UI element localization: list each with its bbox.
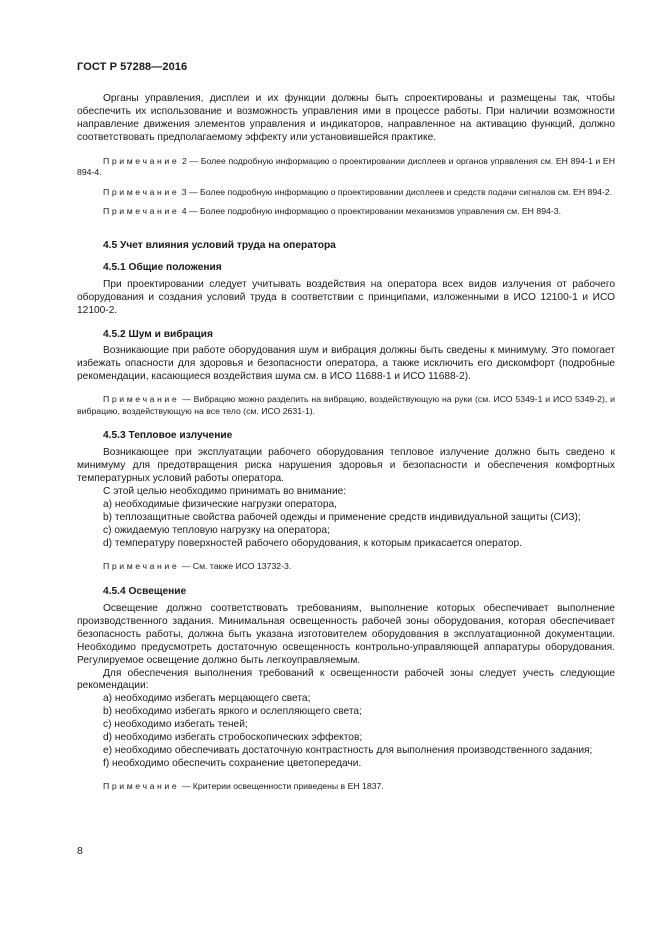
note-4-5-3 (77, 561, 615, 573)
paragraph-4-5-3-a: Возникающее при эксплуатации рабочего оборудования тепловое излучение должно быть сведено к минимуму для предотвращения риска нарушения здоровья и безопасности и обеспечения комфортных температурных условий работы оператора. (77, 447, 615, 485)
section-heading-4-5: 4.5 Учет влияния условий труда на оператора (103, 240, 336, 251)
note-2 (77, 156, 615, 179)
note-3 (77, 187, 615, 199)
note-4 (77, 206, 615, 218)
note-label: Примечание (103, 560, 180, 571)
list-item: d) необходимо избегать стробоскопических эффектов; (103, 732, 363, 744)
note-label: Примечание (103, 155, 180, 166)
paragraph-4-5-1: При проектировании следует учитывать воздействия на оператора всех видов излучения от рабочего оборудования и создания условий труда в соответствии с принципами, изложенными в ИСО 12100-1 и ИСО 12100-2. (77, 278, 615, 316)
note-text: — См. также ИСО 13732-3. (179, 560, 292, 571)
list-item: е) необходимо обеспечивать достаточную контрастность для выполнения производственного задания; (103, 744, 593, 756)
paragraph-4-5-3-b: С этой целью необходимо принимать во внимание: (103, 485, 347, 497)
note-label: Примечание (103, 186, 180, 197)
section-heading-4-5-4: 4.5.4 Освещение (103, 586, 187, 598)
list-item: с) необходимо избегать теней; (103, 719, 248, 731)
paragraph-4-5-2: Возникающие при работе оборудования шум и вибрация должны быть сведены к минимуму. Это помогает избежать опасности для здоровья и безопасности оператора, а также исключить его дискомфорт (подробные рекомендации, касающиеся воздействия шума см. в ИСО 11688-1 и ИСО 11688-2). (77, 345, 615, 383)
note-label: Примечание (103, 206, 180, 217)
list-item: а) необходимые физические нагрузки оператора, (103, 498, 338, 510)
note-text: 3 — Более подробную информацию о проектировании дисплеев и средств подачи сигналов см. ЕН 894-2. (179, 186, 613, 197)
note-label: Примечание (103, 394, 180, 405)
section-heading-4-5-2: 4.5.2 Шум и вибрация (103, 328, 213, 340)
note-text: — Критерии освещенности приведены в ЕН 1837. (179, 780, 384, 791)
note-text: — Вибрацию можно разделить на вибрацию, воздействующую на руки (см. ИСО 5349-1 и ИСО 5349-2), и вибрацию, воздействующую на все тело (см. ИСО 2631-1). (77, 394, 615, 416)
note-text: 2 — Более подробную информацию о проектировании дисплеев и органов управления см. ЕН 894-1 и ЕН 894-4. (77, 155, 615, 178)
document-body (77, 93, 615, 792)
paragraph-4-5-4-a: Освещение должно соответствовать требованиям, выполнение которых обеспечивает выполнение производственного задания. Минимальная освещенность рабочей зоны оборудования, которая обеспечивает безопасность работы, должна быть указана изготовителем оборудования в эксплуатационной документации. Необходимо предусмотреть достаточную освещенность контрольно-управляющей аппаратуры оборудования. Регулируемое освещение должно быть легкоуправляемым. (77, 603, 615, 666)
list-item: f) необходимо обеспечить сохранение цветопередачи. (103, 757, 362, 769)
paragraph-intro: Органы управления, дисплеи и их функции должны быть спроектированы и размещены так, чтобы обеспечить их использование и возможность управления ими в процессе работы. При наличии возможности направление движения элементов управления и индикаторов, направленное на активацию функций, должно соответствовать предполагаемому эффекту или установившейся практике. (77, 93, 615, 143)
page-number: 8 (77, 845, 83, 857)
document-header: ГОСТ Р 57288—2016 (77, 61, 188, 73)
list-item: b) теплозащитные свойства рабочей одежды и применение средств индивидуальной защиты (СИЗ); (103, 511, 581, 523)
section-heading-4-5-1: 4.5.1 Общие положения (103, 261, 222, 273)
note-label: Примечание (103, 780, 180, 791)
note-text: 4 — Более подробную информацию о проектировании механизмов управления см. ЕН 894-3. (179, 206, 562, 217)
note-4-5-2 (77, 394, 615, 417)
list-item: а) необходимо избегать мерцающего света; (103, 693, 311, 705)
list-item: с) ожидаемую тепловую нагрузку на оператора; (103, 524, 330, 536)
note-4-5-4 (77, 781, 615, 793)
section-heading-4-5-3: 4.5.3 Тепловое излучение (103, 430, 233, 442)
list-item: d) температуру поверхностей рабочего оборудования, к которым прикасается оператор. (103, 537, 522, 549)
list-item: b) необходимо избегать яркого и ослепляющего света; (103, 706, 362, 718)
paragraph-4-5-4-b: Для обеспечения выполнения требований к освещенности рабочей зоны следует учесть следующие рекомендации: (77, 667, 615, 692)
